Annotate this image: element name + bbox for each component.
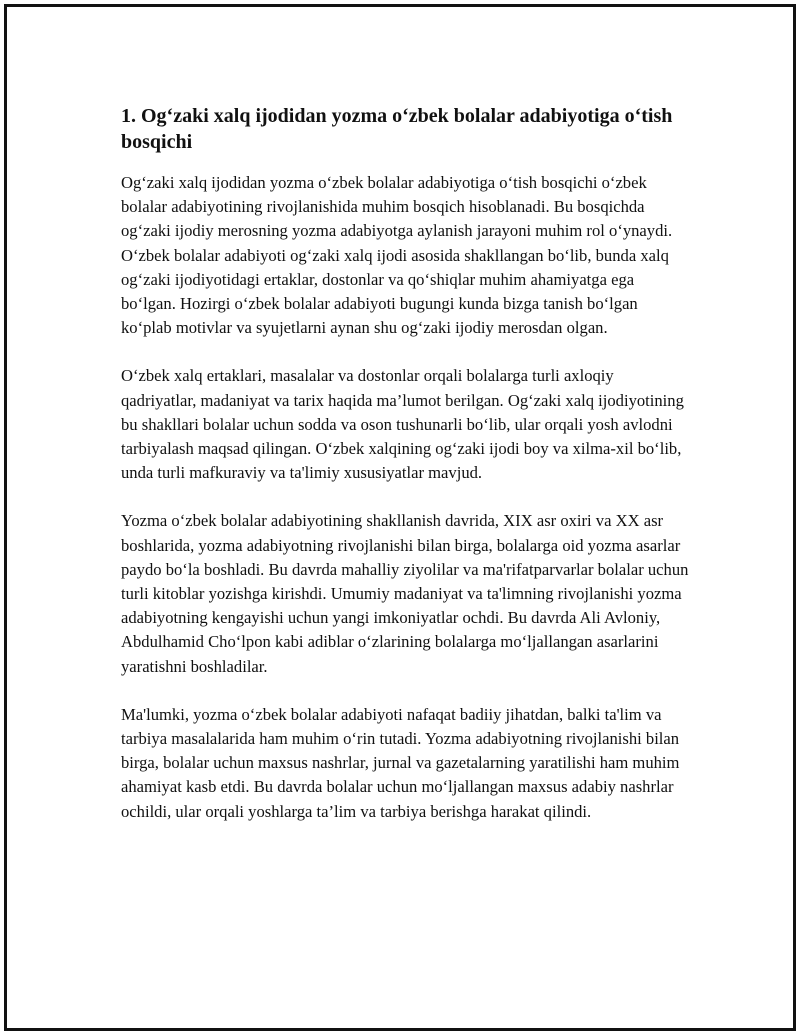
paragraph-4: Ma'lumki, yozma o‘zbek bolalar adabiyoti nafaqat badiiy jihatdan, balki ta'lim va tarbiya masalalarida ham muhim o‘rin tutadi. Yozma adabiyotning rivojlanishi bilan birga, bolalar uchun maxsus nashrlar, jurnal va gazetalarning yaratilishi ham muhim ahamiyat kasb etdi. Bu davrda bolalar uchun mo‘ljallangan maxsus adabiy nashrlar ochildi, ular orqali yoshlarga ta’lim va tarbiya berishga harakat qilindi. xyxy=(121,704,680,821)
section-heading: 1. Og‘zaki xalq ijodidan yozma o‘zbek bolalar adabiyotiga o‘tish bosqichi xyxy=(121,105,673,153)
paragraph-2: O‘zbek xalq ertaklari, masalalar va dostonlar orqali bolalarga turli axloqiy qadriyatlar, madaniyat va tarix haqida ma’lumot berilgan. Og‘zaki xalq ijodiyotining bu shakllari bolalar uchun sodda va oson tushunarli bo‘lib, ular orqali yosh avlodni tarbiyalash maqsad qilingan. O‘zbek xalqining og‘zaki ijodi boy va xilma-xil bo‘lib, unda turli mafkuraviy va ta'limiy xususiyatlar mavjud. xyxy=(121,366,684,483)
paragraph-1: Og‘zaki xalq ijodidan yozma o‘zbek bolalar adabiyotiga o‘tish bosqichi o‘zbek bolalar adabiyotining rivojlanishida muhim bosqich hisoblanadi. Bu bosqichda og‘zaki ijodiy merosning yozma adabiyotga aylanish jarayoni muhim rol o‘ynaydi. O‘zbek bolalar adabiyoti og‘zaki xalq ijodi asosida shakllangan bo‘lib, bunda xalq og‘zaki ijodiyotidagi ertaklar, dostonlar va qo‘shiqlar muhim ahamiyatga ega bo‘lgan. Hozirgi o‘zbek bolalar adabiyoti bugungi kunda bizga tanish bo‘lgan ko‘plab motivlar va syujetlarni aynan shu og‘zaki ijodiy merosdan olgan. xyxy=(121,173,673,338)
paragraph-3: Yozma o‘zbek bolalar adabiyotining shakllanish davrida, XIX asr oxiri va XX asr boshlarida, yozma adabiyotning rivojlanishi bilan birga, bolalarga oid yozma asarlar paydo bo‘la boshladi. Bu davrda mahalliy ziyolilar va ma'rifatparvarlar bolalar uchun turli kitoblar yozishga kirishdi. Umumiy madaniyat va ta'limning rivojlanishi yozma adabiyotning kengayishi uchun yangi imkoniyatlar ochdi. Bu davrda Ali Avloniy, Abdulhamid Cho‘lpon kabi adiblar o‘zlarining bolalarga mo‘ljallangan asarlarini yaratishni boshladilar. xyxy=(121,511,689,676)
document-body xyxy=(121,103,691,848)
page-frame xyxy=(4,4,796,1031)
